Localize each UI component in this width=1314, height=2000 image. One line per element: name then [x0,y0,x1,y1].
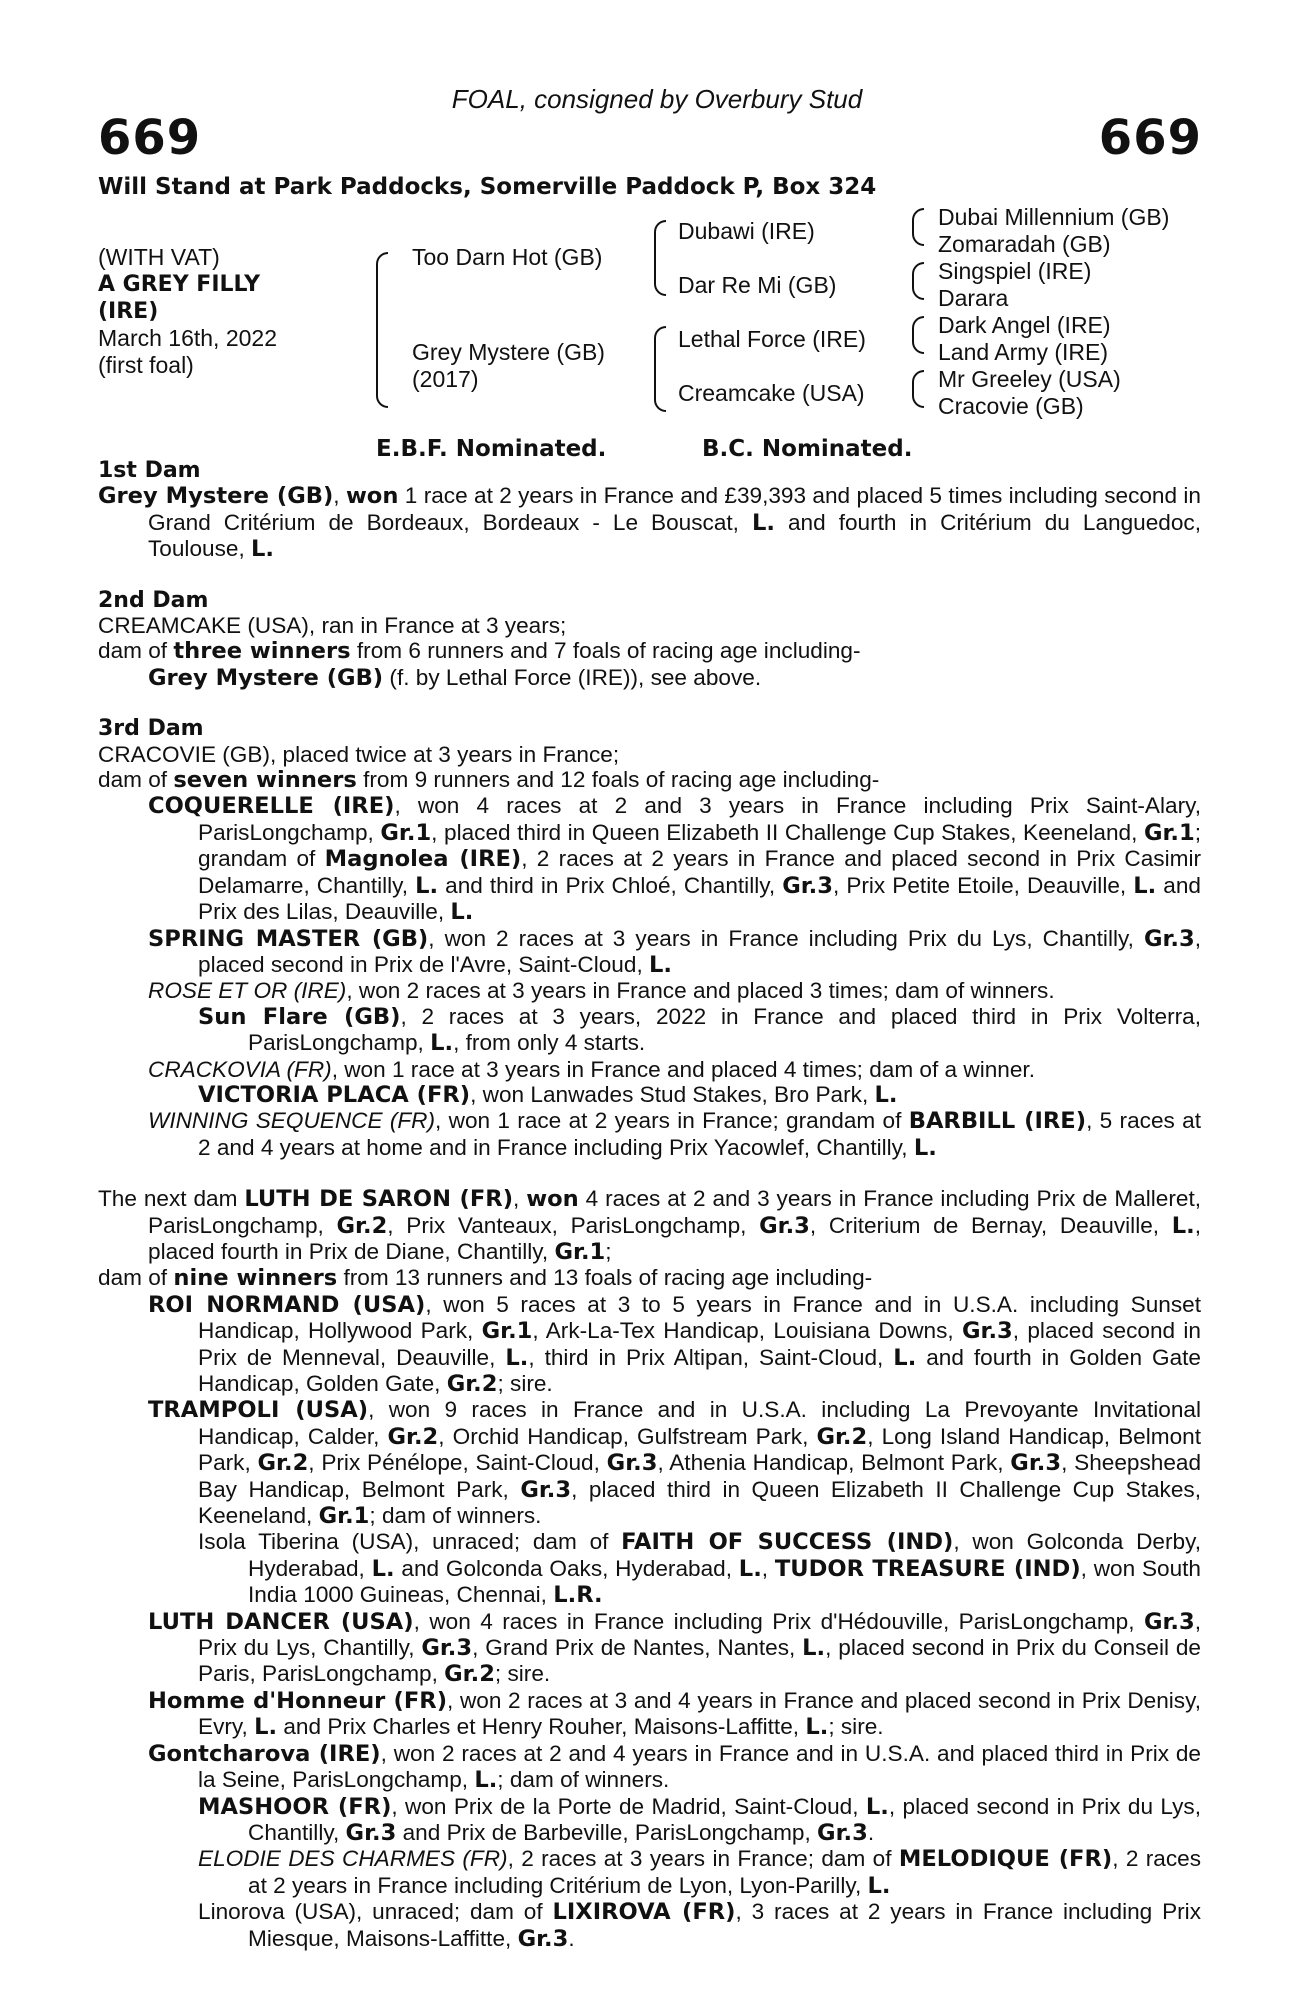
lot-number-left: 669 [98,110,202,166]
pedigree-bracket-sire [654,220,666,296]
pedigree-sdd: Darara [938,285,1009,311]
pedigree-dds: Mr Greeley (USA) [938,366,1121,392]
stand-line: Will Stand at Park Paddocks, Somerville Paddock P, Box 324 [98,174,877,200]
pedigree-sd: Dar Re Mi (GB) [678,272,837,298]
produce-item: ROSE ET OR (IRE), won 2 races at 3 years in France and placed 3 times; dam of winners. [148,978,1055,1004]
produce-item: LUTH DANCER (USA), won 4 races in France including Prix d'Hédouville, ParisLongchamp, Gr.3, Prix du Lys, Chantilly, Gr.3, Grand Prix de Nantes, Nantes, L., placed second in Prix du Conseil de Paris, ParisLongchamp, Gr.2; sire. [148,1608,1202,1688]
second-dam-produce-item: Grey Mystere (GB) (f. by Lethal Force (IRE)), see above. [148,664,762,691]
pedigree-ssd: Zomaradah (GB) [938,231,1111,257]
pedigree-dam-year: (2017) [412,366,479,392]
pedigree-dss: Dark Angel (IRE) [938,312,1111,338]
produce-item: ROI NORMAND (USA), won 5 races at 3 to 5 years in France and in U.S.A. including Sunset Handicap, Hollywood Park, Gr.1, Ark-La-Tex Handicap, Louisiana Downs, Gr.3, placed second in Prix de Menneval, Deauville, L., third in Prix Altipan, Saint-Cloud, L. and fourth in Golden Gate Handicap, Golden Gate, Gr.2; sire. [148,1291,1201,1397]
produce-item: CRACKOVIA (FR), won 1 race at 3 years in France and placed 4 times; dam of a winner. [148,1056,1035,1082]
pedigree-ds: Lethal Force (IRE) [678,326,866,352]
consignor-line: FOAL, consigned by Overbury Stud [451,84,863,114]
pedigree-dsd: Land Army (IRE) [938,339,1108,365]
next-dam-produce-line: dam of nine winners from 13 runners and 13 foals of racing age including- [98,1265,873,1292]
ebf-nomination: E.B.F. Nominated. [376,436,607,462]
bc-nomination: B.C. Nominated. [702,436,913,462]
next-dam-entry: The next dam LUTH DE SARON (FR), won 4 races at 2 and 3 years in France including Prix de Malleret, ParisLongchamp, Gr.2, Prix Vanteaux, ParisLongchamp, Gr.3, Criterium de Bernay, Deauville, L., placed fourth in Prix de Diane, Chantilly, Gr.1; [98,1186,1202,1265]
produce-item: VICTORIA PLACA (FR), won Lanwades Stud Stakes, Bro Park, L. [198,1081,898,1108]
produce-item: WINNING SEQUENCE (FR), won 1 race at 2 years in France; grandam of BARBILL (IRE), 5 races at 2 and 4 years at home and in France including Prix Yacowlef, Chantilly, L. [148,1108,1201,1161]
lot-number-right: 669 [1098,110,1202,166]
pedigree-bracket-ss [912,208,924,246]
produce-item: Sun Flare (GB), 2 races at 3 years, 2022 in France and placed third in Prix Volterra, ParisLongchamp, L., from only 4 starts. [198,1003,1201,1057]
produce-item: Gontcharova (IRE), won 2 races at 2 and 4 years in France and in U.S.A. and placed third in Prix de la Seine, ParisLongchamp, L.; dam of winners. [148,1740,1201,1794]
pedigree-bracket-dd [912,370,924,408]
second-dam-produce-line: dam of three winners from 6 runners and 7 foals of racing age including- [98,638,861,665]
produce-item: COQUERELLE (IRE), won 4 races at 2 and 3 years in France including Prix Saint-Alary, ParisLongchamp, Gr.1, placed third in Queen Elizabeth II Challenge Cup Stakes, Keeneland, Gr.1; grandam of Magnolea (IRE), 2 races at 2 years in France and placed second in Prix Casimir Delamarre, Chantilly, L. and third in Prix Chloé, Chantilly, Gr.3, Prix Petite Etoile, Deauville, L. and Prix des Lilas, Deauville, L. [148,793,1201,926]
produce-item: Homme d'Honneur (FR), won 2 races at 3 and 4 years in France and placed second in Prix Denisy, Evry, L. and Prix Charles et Henry Rouher, Maisons-Laffitte, L.; sire. [148,1687,1201,1741]
produce-item: SPRING MASTER (GB), won 2 races at 3 years in France including Prix du Lys, Chantilly, Gr.3, placed second in Prix de l'Avre, Saint-Cloud, L. [148,925,1201,978]
produce-item: MASHOOR (FR), won Prix de la Porte de Madrid, Saint-Cloud, L., placed second in Prix du Lys, Chantilly, Gr.3 and Prix de Barbeville, ParisLongchamp, Gr.3. [198,1793,1201,1846]
pedigree-sds: Singspiel (IRE) [938,258,1092,284]
third-dam-entry: CRACOVIE (GB), placed twice at 3 years in France; [98,741,620,767]
first-dam-heading: 1st Dam [98,458,201,483]
produce-item: ELODIE DES CHARMES (FR), 2 races at 3 years in France; dam of MELODIQUE (FR), 2 races at 2 years in France including Critérium de Lyon, Lyon-Parilly, L. [198,1846,1201,1899]
first-dam-entry: Grey Mystere (GB), won 1 race at 2 years in France and £39,393 and placed 5 times including second in Grand Critérium de Bordeaux, Bordeaux - Le Bouscat, L. and fourth in Critérium du Languedoc, Toulouse, L. [98,483,1201,563]
pedigree-ss: Dubawi (IRE) [678,218,815,244]
foaling-date: March 16th, 2022 [98,325,278,351]
pedigree-ddd: Cracovie (GB) [938,393,1084,419]
vat-label: (WITH VAT) [98,244,220,270]
foal-note: (first foal) [98,352,194,378]
lot-info [98,244,277,379]
pedigree-dam: Grey Mystere (GB) [412,339,605,365]
pedigree-sire: Too Darn Hot (GB) [412,244,603,270]
produce-item: Isola Tiberina (USA), unraced; dam of FAITH OF SUCCESS (IND), won Golconda Derby, Hyderabad, L. and Golconda Oaks, Hyderabad, L., TUDOR TREASURE (IND), won South India 1000 Guineas, Chennai, L.R. [198,1529,1201,1609]
pedigree-bracket-ds [912,316,924,354]
pedigree-bracket-dam [654,326,666,412]
third-dam-produce-line: dam of seven winners from 9 runners and 12 foals of racing age including- [98,767,880,794]
second-dam-entry: CREAMCAKE (USA), ran in France at 3 years; [98,613,567,639]
lot-description: A GREY FILLY [98,272,261,297]
pedigree-sss: Dubai Millennium (GB) [938,204,1170,230]
produce-item: TRAMPOLI (USA), won 9 races in France and in U.S.A. including La Prevoyante Invitational Handicap, Calder, Gr.2, Orchid Handicap, Gulfstream Park, Gr.2, Long Island Handicap, Belmont Park, Gr.2, Prix Pénélope, Saint-Cloud, Gr.3, Athenia Handicap, Belmont Park, Gr.3, Sheepshead Bay Handicap, Belmont Park, Gr.3, placed third in Queen Elizabeth II Challenge Cup Stakes, Keeneland, Gr.1; dam of winners. [148,1397,1202,1530]
second-dam-heading: 2nd Dam [98,587,209,613]
third-dam-heading: 3rd Dam [98,716,204,742]
produce-item: Linorova (USA), unraced; dam of LIXIROVA (FR), 3 races at 2 years in France including Prix Miesque, Maisons-Laffitte, Gr.3. [198,1899,1201,1952]
pedigree-dd: Creamcake (USA) [678,380,865,406]
pedigree-bracket-main [376,252,388,408]
lot-description-origin: (IRE) [98,299,159,324]
pedigree-bracket-sd [912,262,924,300]
catalogue-body [98,458,1201,1952]
